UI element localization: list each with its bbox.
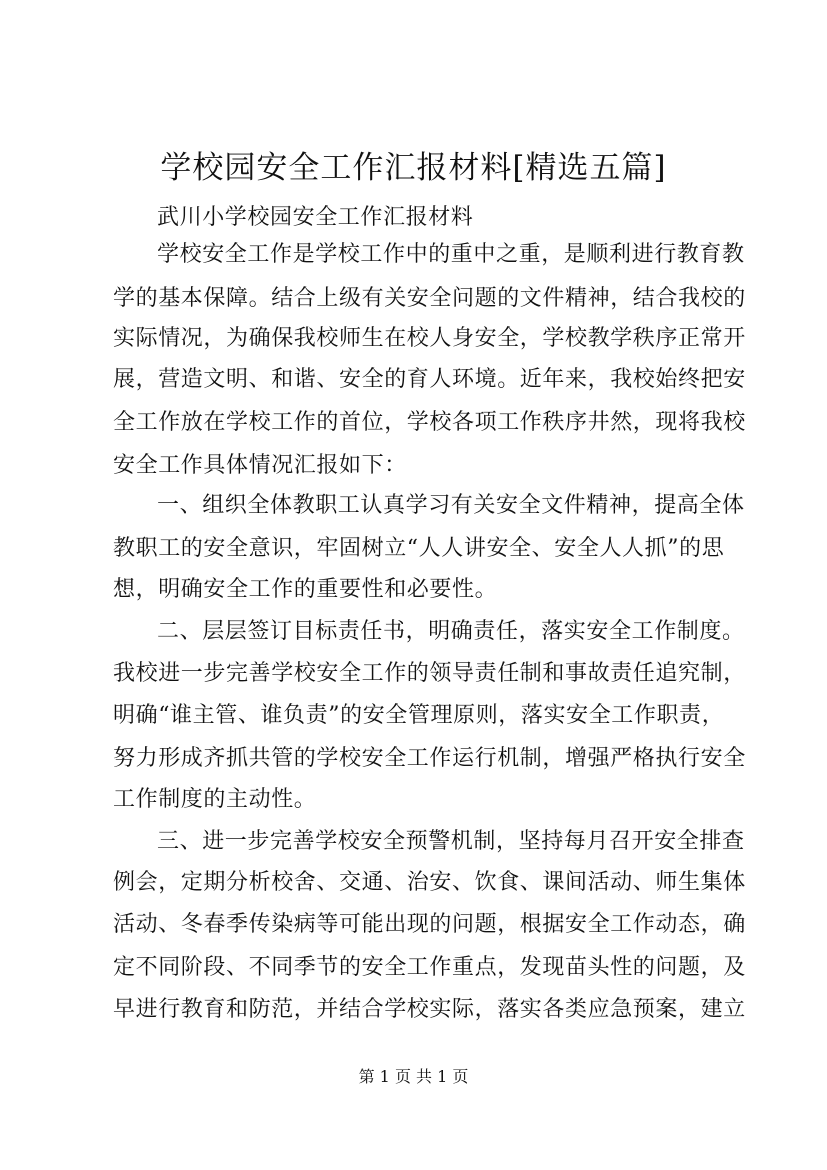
paragraph-line: 三、进一步完善学校安全预警机制，坚持每月召开安全排查 xyxy=(157,829,745,854)
paragraph-line: 学校安全工作是学校工作中的重中之重，是顺利进行教育教 xyxy=(157,242,745,267)
paragraph-line: 我校进一步完善学校安全工作的领导责任制和事故责任追究制， xyxy=(113,661,746,686)
paragraph-line: 教职工的安全意识，牢固树立“人人讲安全、安全人人抓”的思 xyxy=(113,536,725,561)
page-footer: 第 1 页 共 1 页 xyxy=(358,1067,469,1086)
paragraph-line: 安全工作具体情况汇报如下： xyxy=(113,453,407,478)
document-subtitle: 武川小学校园安全工作汇报材料 xyxy=(157,205,474,230)
paragraph-line: 实际情况，为确保我校师生在校人身安全，学校教学秩序正常开 xyxy=(113,326,746,351)
paragraph-line: 学的基本保障。结合上级有关安全问题的文件精神，结合我校的 xyxy=(113,286,746,311)
paragraph-line: 展，营造文明、和谐、安全的育人环境。近年来，我校始终把安 xyxy=(113,367,746,392)
document-title: 学校园安全工作汇报材料[精选五篇] xyxy=(160,150,667,186)
paragraph-line: 明确“谁主管、谁负责”的安全管理原则，落实安全工作职责， xyxy=(113,703,725,728)
paragraph-line: 二、层层签订目标责任书，明确责任，落实安全工作制度。 xyxy=(157,619,745,644)
paragraph-line: 活动、冬春季传染病等可能出现的问题，根据安全工作动态，确 xyxy=(113,912,746,937)
paragraph-line: 想，明确安全工作的重要性和必要性。 xyxy=(113,577,498,602)
paragraph-line: 全工作放在学校工作的首位，学校各项工作秩序井然，现将我校 xyxy=(113,410,746,435)
paragraph-line: 定不同阶段、不同季节的安全工作重点，发现苗头性的问题，及 xyxy=(113,955,746,980)
paragraph-line: 早进行教育和防范，并结合学校实际，落实各类应急预案，建立 xyxy=(113,997,746,1022)
paragraph-line: 一、组织全体教职工认真学习有关安全文件精神，提高全体 xyxy=(157,493,745,518)
paragraph-line: 例会，定期分析校舍、交通、治安、饮食、课间活动、师生集体 xyxy=(113,870,746,895)
paragraph-line: 工作制度的主动性。 xyxy=(113,787,317,812)
paragraph-line: 努力形成齐抓共管的学校安全工作运行机制，增强严格执行安全 xyxy=(113,746,746,771)
